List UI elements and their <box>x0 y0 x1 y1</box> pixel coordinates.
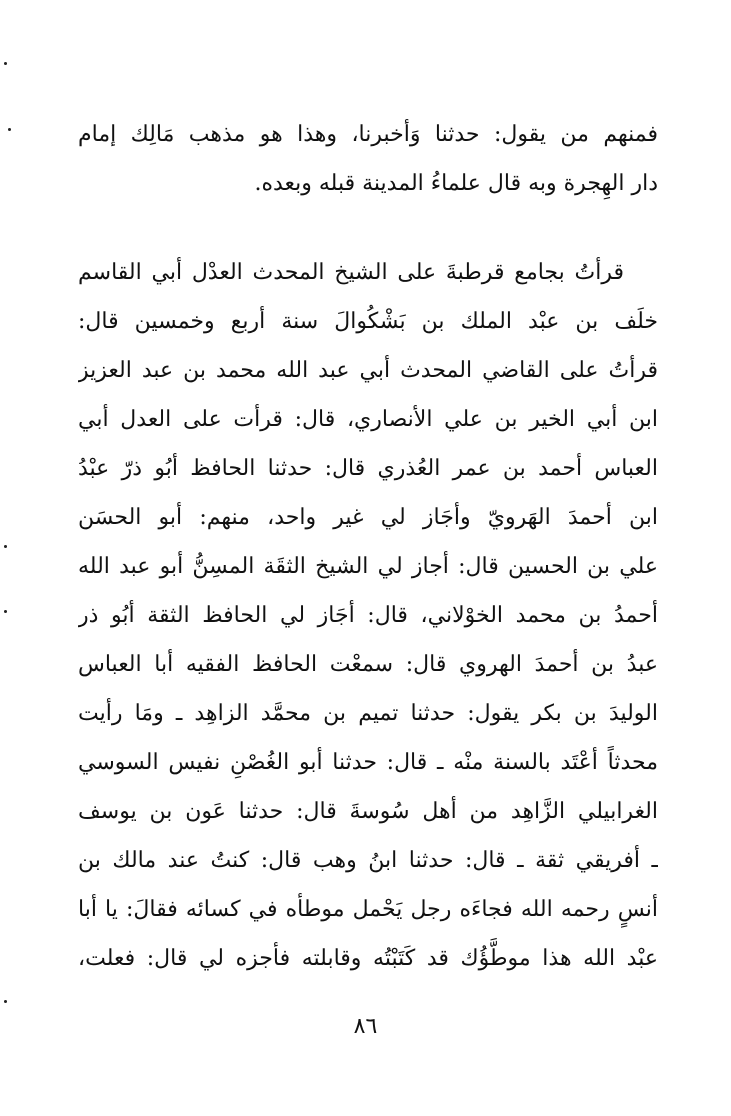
text-line: العباس أحمد بن عمر العُذري قال: حدثنا الحافظ أبُو ذرّ عبْدُ <box>78 456 658 481</box>
text-line: محدثاً أعْتَد بالسنة منْه ـ قال: حدثنا أبو الغُصْنِ نفيس السوسي <box>78 750 658 775</box>
text-line: علي بن الحسين قال: أجاز لي الشيخ الثقَة المسِنُّ أبو عبد الله <box>78 554 658 579</box>
scan-speck <box>4 610 7 613</box>
text-line: دار الهِجرة وبه قال علماءُ المدينة قبله وبعده. <box>254 171 658 196</box>
text-line: ـ أفريقي ثقة ـ قال: حدثنا ابنُ وهب قال: كنتُ عند مالك بن <box>78 848 658 873</box>
text-line: فمنهم من يقول: حدثنا وَأخبرنا، وهذا هو مذهب مَالِك إمام <box>78 122 658 147</box>
paragraph-1 <box>78 110 658 208</box>
text-line: عبدُ بن أحمدَ الهروي قال: سمعْت الحافظ الفقيه أبا العباس <box>78 652 658 677</box>
text-line: أحمدُ بن محمد الخوْلاني، قال: أجَاز لي الحافظ الثقة أبُو ذر <box>78 603 658 628</box>
paragraph-2 <box>78 248 658 983</box>
scan-speck <box>4 545 7 548</box>
text-line: الغرابيلي الزَّاهِد من أهل سُوسةَ قال: حدثنا عَون بن يوسف <box>78 799 658 824</box>
text-line: أنسٍ رحمه الله فجاءَه رجل يَحْمل موطأه في كسائه فقالَ: يا أبا <box>78 897 658 922</box>
text-line: قرأتُ بجامع قرطبةَ على الشيخ المحدث العدْل أبي القاسم <box>78 260 624 285</box>
text-line: خلَف بن عبْد الملك بن بَشْكُوالَ سنة أربع وخمسين قال: <box>78 309 658 334</box>
text-line: قرأتُ على القاضي المحدث أبي عبد الله محمد بن عبد العزيز <box>78 358 658 383</box>
scan-speck <box>4 1000 7 1003</box>
text-line: ابن أبي الخير بن علي الأنصاري، قال: قرأت على العدل أبي <box>78 407 658 432</box>
text-line: عبْد الله هذا موطَّؤُك قد كَتَبْتُه وقابلته فأجزه لي قال: فعلت، <box>78 946 658 971</box>
scan-speck <box>4 62 7 65</box>
scan-speck <box>8 128 11 131</box>
text-line: ابن أحمدَ الهَرويّ وأجَاز لي غير واحد، منهم: أبو الحسَن <box>78 505 658 530</box>
page-number: ٨٦ <box>353 1014 378 1039</box>
text-line: الوليدَ بن بكر يقول: حدثنا تميم بن محمَّد الزاهِد ـ ومَا رأيت <box>78 701 658 726</box>
